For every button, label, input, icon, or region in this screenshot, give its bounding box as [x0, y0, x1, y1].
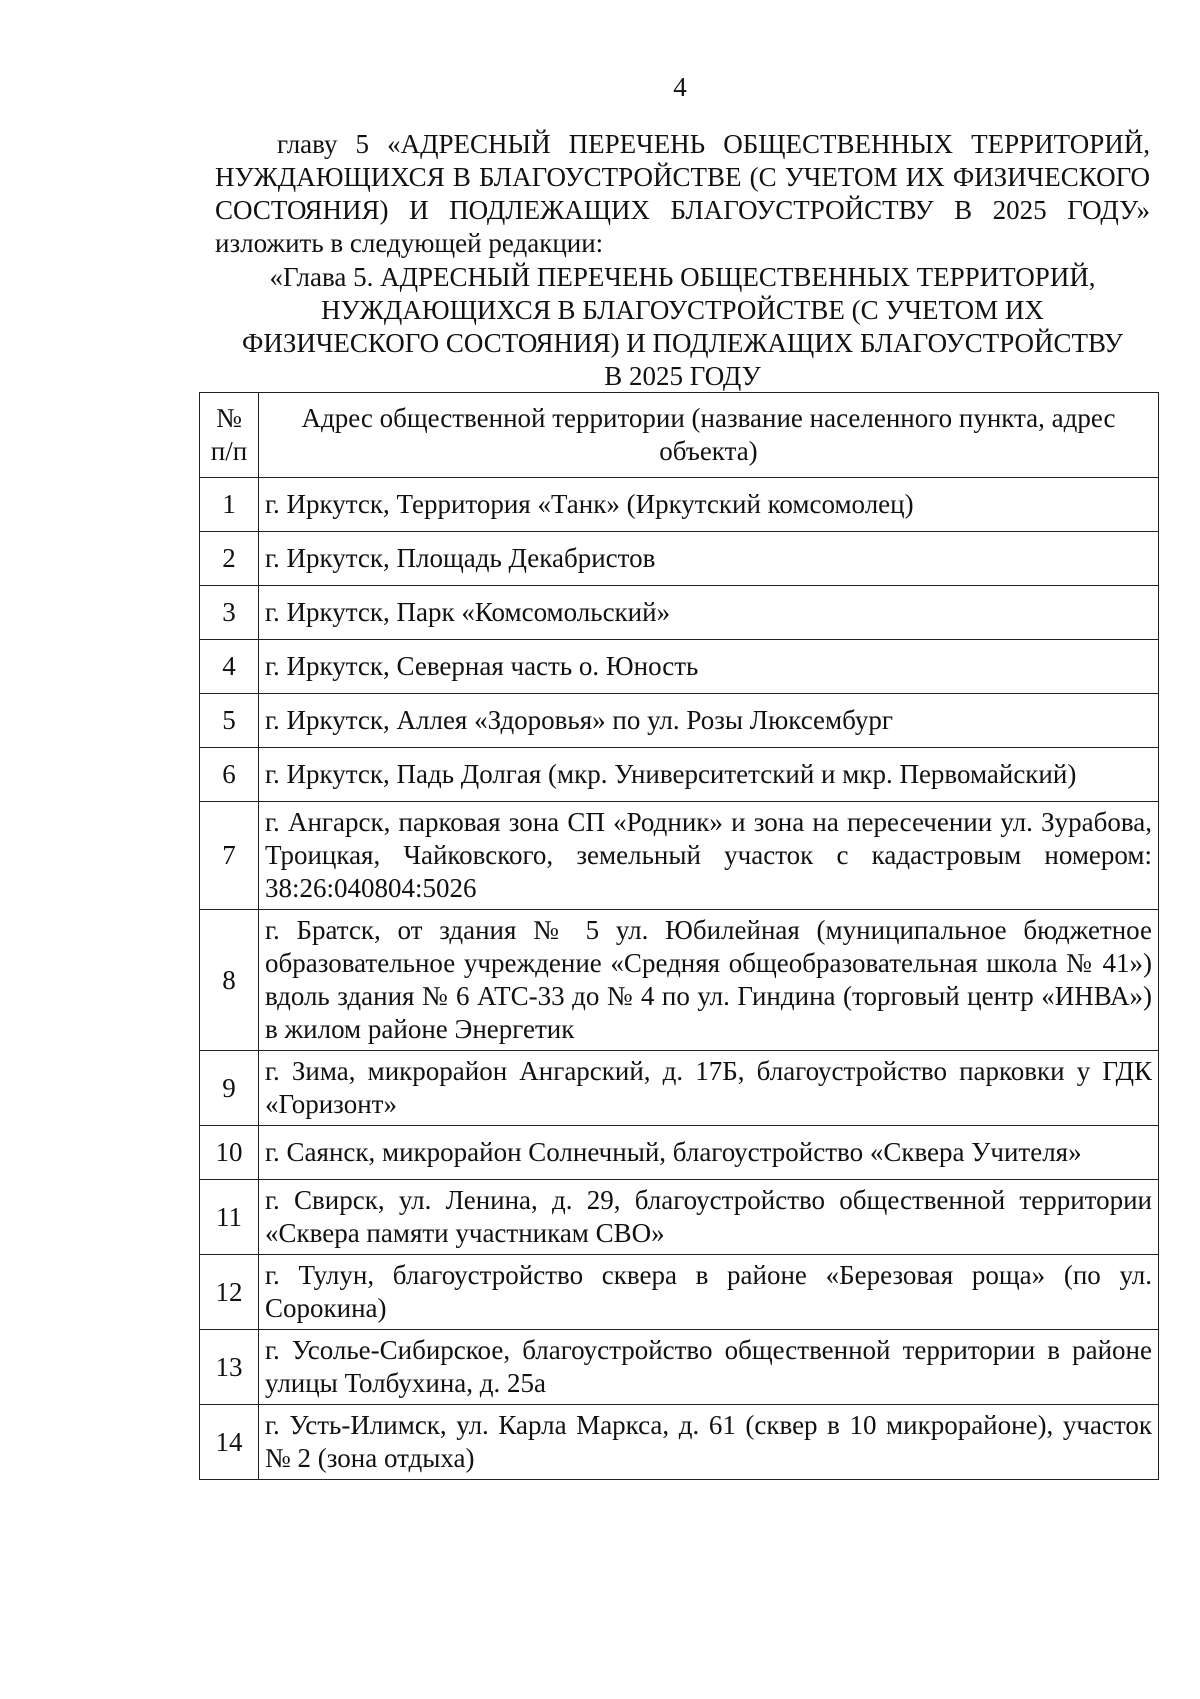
chapter-heading-line: «Глава 5. АДРЕСНЫЙ ПЕРЕЧЕНЬ ОБЩЕСТВЕННЫХ ТЕРРИТОРИЙ,: [269, 262, 1096, 292]
row-number: 5: [200, 694, 259, 748]
table-row: [200, 1126, 1159, 1180]
table-row: [200, 586, 1159, 640]
row-address: г. Братск, от здания № 5 ул. Юбилейная (муниципальное бюджетное образовательное учреждение «Средняя общеобразовательная школа № 41») вдоль здания № 6 АТС-33 до № 4 по ул. Гиндина (торговый центр «ИНВА») в жилом районе Энергетик: [259, 910, 1159, 1051]
table-row: [200, 532, 1159, 586]
row-address: г. Иркутск, Падь Долгая (мкр. Университетский и мкр. Первомайский): [259, 748, 1159, 802]
table-row: [200, 1255, 1159, 1330]
table-row: [200, 910, 1159, 1051]
chapter-heading: [200, 261, 1165, 393]
row-number: 9: [200, 1051, 259, 1126]
table-row: [200, 478, 1159, 532]
chapter-heading-line: НУЖДАЮЩИХСЯ В БЛАГОУСТРОЙСТВЕ (С УЧЕТОМ ИХ: [321, 295, 1044, 325]
intro-paragraph: главу 5 «АДРЕСНЫЙ ПЕРЕЧЕНЬ ОБЩЕСТВЕННЫХ ТЕРРИТОРИЙ, НУЖДАЮЩИХСЯ В БЛАГОУСТРОЙСТВЕ (С УЧЕТОМ ИХ ФИЗИЧЕСКОГО СОСТОЯНИЯ) И ПОДЛЕЖАЩИХ БЛАГОУСТРОЙСТВУ В 2025 ГОДУ» изложить в следующей редакции:: [215, 129, 1150, 258]
chapter-heading-line: В 2025 ГОДУ: [604, 361, 761, 391]
row-number: 2: [200, 532, 259, 586]
row-address: г. Иркутск, Парк «Комсомольский»: [259, 586, 1159, 640]
row-address: г. Саянск, микрорайон Солнечный, благоустройство «Сквера Учителя»: [259, 1126, 1159, 1180]
row-number: 6: [200, 748, 259, 802]
page-number: 4: [673, 72, 687, 102]
row-number: 11: [200, 1180, 259, 1255]
row-number: 7: [200, 802, 259, 910]
table-row: [200, 1180, 1159, 1255]
row-address: г. Зима, микрорайон Ангарский, д. 17Б, благоустройство парковки у ГДК «Горизонт»: [259, 1051, 1159, 1126]
table-row: [200, 640, 1159, 694]
table-row: [200, 1330, 1159, 1405]
row-address: г. Ангарск, парковая зона СП «Родник» и зона на пересечении ул. Зурабова, Троицкая, Чайковского, земельный участок с кадастровым номером: 38:26:040804:5026: [259, 802, 1159, 910]
row-number: 13: [200, 1330, 259, 1405]
row-number: 8: [200, 910, 259, 1051]
header-address: Адрес общественной территории (название населенного пункта, адрес объекта): [259, 393, 1159, 478]
table-row: [200, 1405, 1159, 1480]
row-address: г. Иркутск, Площадь Декабристов: [259, 532, 1159, 586]
row-address: г. Иркутск, Аллея «Здоровья» по ул. Розы Люксембург: [259, 694, 1159, 748]
row-number: 1: [200, 478, 259, 532]
row-address: г. Свирск, ул. Ленина, д. 29, благоустройство общественной территории «Сквера памяти участникам СВО»: [259, 1180, 1159, 1255]
header-number: № п/п: [200, 393, 259, 478]
row-number: 4: [200, 640, 259, 694]
table-row: [200, 802, 1159, 910]
row-number: 12: [200, 1255, 259, 1330]
table-header-row: [200, 393, 1159, 478]
table-row: [200, 748, 1159, 802]
chapter-heading-line: ФИЗИЧЕСКОГО СОСТОЯНИЯ) И ПОДЛЕЖАЩИХ БЛАГОУСТРОЙСТВУ: [242, 328, 1123, 358]
row-address: г. Иркутск, Территория «Танк» (Иркутский комсомолец): [259, 478, 1159, 532]
row-number: 14: [200, 1405, 259, 1480]
row-address: г. Иркутск, Северная часть о. Юность: [259, 640, 1159, 694]
row-address: г. Усть-Илимск, ул. Карла Маркса, д. 61 (сквер в 10 микрорайоне), участок № 2 (зона отдыха): [259, 1405, 1159, 1480]
table-row: [200, 1051, 1159, 1126]
row-number: 10: [200, 1126, 259, 1180]
table-row: [200, 694, 1159, 748]
row-number: 3: [200, 586, 259, 640]
row-address: г. Тулун, благоустройство сквера в районе «Березовая роща» (по ул. Сорокина): [259, 1255, 1159, 1330]
row-address: г. Усолье-Сибирское, благоустройство общественной территории в районе улицы Толбухина, д. 25а: [259, 1330, 1159, 1405]
address-table: [199, 392, 1159, 1480]
